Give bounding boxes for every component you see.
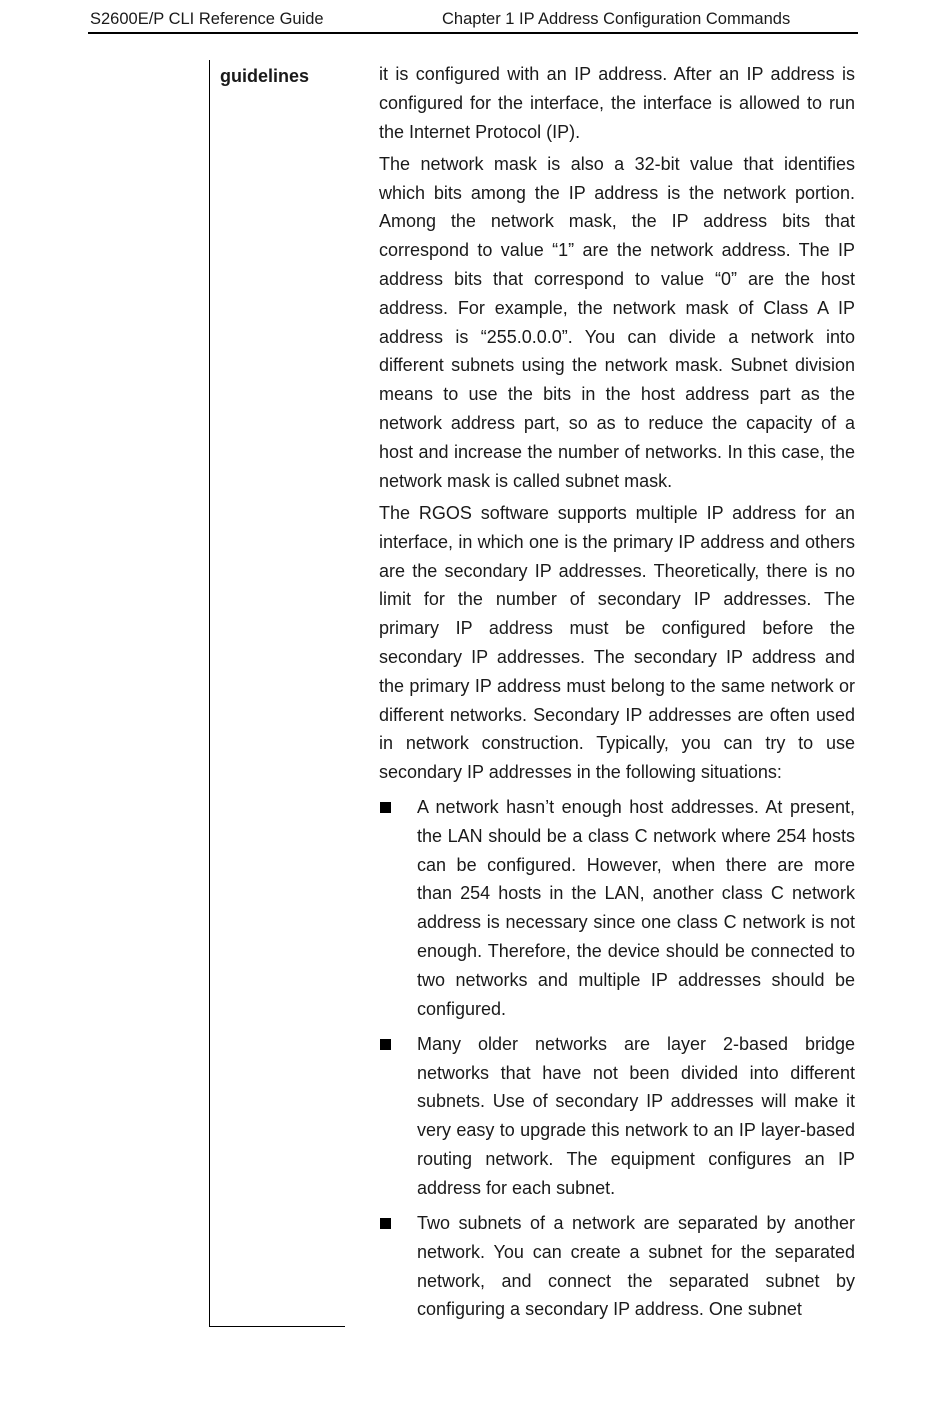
paragraph: The network mask is also a 32-bit value that identifies which bits among the IP address is the network portion. Among the network mask, the IP address bits that correspond to value “1” are the network address. The IP address bits that correspond to value “0” are the host address. For example, the network mask of Class A IP address is “255.0.0.0”. You can divide a network into different subnets using the network mask. Subnet division means to use the bits in the host address part as the network address part, so as to reduce the capacity of a host and increase the number of networks. In this case, the network mask is called subnet mask. — [379, 153, 855, 491]
guide-title: S2600E/P CLI Reference Guide — [90, 10, 324, 28]
section-label: guidelines — [220, 66, 310, 86]
paragraph: The RGOS software supports multiple IP address for an interface, in which one is the primary IP address and others are the secondary IP addresses. Theoretically, there is no limit for the number of secondary IP addresses. The primary IP address must be configured before the secondary IP addresses. The secondary IP address and the primary IP address must belong to the same network or different networks. Secondary IP addresses are often used in network construction. Typically, you can try to use secondary IP addresses in the following situations: — [379, 502, 855, 783]
square-bullet-icon — [380, 1218, 391, 1229]
section-content — [379, 60, 855, 1331]
bullet-list — [379, 793, 855, 1324]
bullet-item — [379, 1209, 855, 1324]
chapter-title: Chapter 1 IP Address Configuration Commands — [442, 10, 791, 28]
page-header — [88, 8, 858, 34]
paragraph: it is configured with an IP address. After an IP address is configured for the interface, the interface is allowed to run the Internet Protocol (IP). — [379, 64, 855, 142]
label-column — [209, 60, 345, 1327]
bullet-text: Two subnets of a network are separated by another network. You can create a subnet for the separated network, and connect the separated subnet by configuring a secondary IP address. One subnet — [417, 1213, 855, 1320]
bullet-text: Many older networks are layer 2-based bridge networks that have not been divided into different subnets. Use of secondary IP addresses will make it very easy to upgrade this network to an IP layer-based routing network. The equipment configures an IP address for each subnet. — [417, 1033, 855, 1198]
bullet-item — [379, 793, 855, 1023]
square-bullet-icon — [380, 802, 391, 813]
bullet-text: A network hasn’t enough host addresses. At present, the LAN should be a class C network where 254 hosts can be configured. However, when there are more than 254 hosts in the LAN, another class C network address is necessary since one class C network is not enough. Therefore, the device should be connected to two networks and multiple IP addresses should be configured. — [417, 796, 855, 1019]
square-bullet-icon — [380, 1039, 391, 1050]
bullet-item — [379, 1030, 855, 1203]
